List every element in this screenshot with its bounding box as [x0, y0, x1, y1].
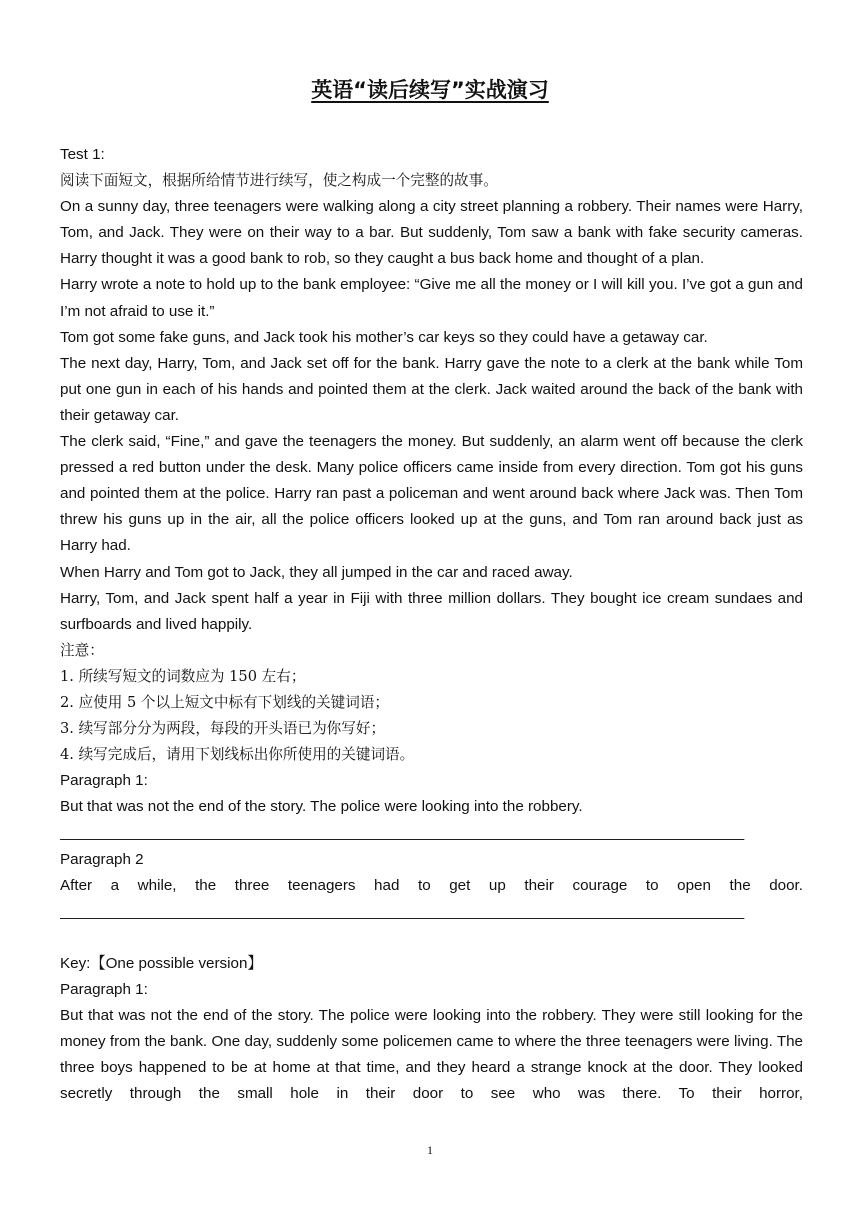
- paragraph2-label: Paragraph 2: [60, 850, 144, 868]
- test-label: Test 1:: [60, 146, 105, 163]
- document-body: [60, 142, 803, 1107]
- story-paragraph: Harry wrote a note to hold up to the bank employee: “Give me all the money or I will kill you. I’ve got a gun and I’m not afraid to use it.”: [60, 276, 803, 320]
- answer-line: _________________________________________________________________________________: [60, 824, 745, 842]
- paragraph1-start: But that was not the end of the story. The police were looking into the robbery.: [60, 798, 583, 816]
- paragraph1-label: Paragraph 1:: [60, 772, 148, 790]
- paragraph2-start: After a while, the three teenagers had to get up their courage to open the door.: [60, 876, 803, 894]
- key-paragraph1-label: Paragraph 1:: [60, 981, 148, 998]
- key-paragraph1-text: But that was not the end of the story. The police were looking into the robbery. They were still looking for the money from the bank. One day, suddenly some policemen came to where the three teenagers were living. The three boys happened to be at home at that time, and they heard a strange knock at the door. They looked secretly through the small hole in their door to see who was there. To their horror,: [60, 1007, 803, 1103]
- instruction-text: 阅读下面短文，根据所给情节进行续写，使之构成一个完整的故事。: [60, 172, 498, 190]
- page-number: 1: [427, 1143, 433, 1157]
- story-paragraph: When Harry and Tom got to Jack, they all jumped in the car and raced away.: [60, 563, 573, 581]
- note-item: 2. 应使用 5 个以上短文中标有下划线的关键词语；: [60, 693, 390, 711]
- answer-line: _________________________________________________________________________________: [60, 902, 745, 920]
- story-paragraph: Tom got some fake guns, and Jack took his mother’s car keys so they could have a getaway car.: [60, 328, 708, 346]
- page-title: 英语“读后续写”实战演习: [311, 78, 549, 102]
- note-item: 1. 所续写短文的词数应为 150 左右；: [60, 667, 306, 685]
- story-paragraph: The clerk said, “Fine,” and gave the teenagers the money. But suddenly, an alarm went off because the clerk pressed a red button under the desk. Many police officers came inside from every direction. Tom got his guns and pointed them at the police. Harry ran past a policeman and went around back where Jack was. Then Tom threw his guns up in the air, all the police officers looked up at the guns, and Tom ran around back just as Harry had.: [60, 433, 803, 555]
- notes-label: 注意：: [60, 641, 104, 659]
- story-paragraph: The next day, Harry, Tom, and Jack set off for the bank. Harry gave the note to a clerk at the bank while Tom put one gun in each of his hands and pointed them at the clerk. Jack waited around the back of the bank with their getaway car.: [60, 354, 803, 424]
- note-item: 3. 续写部分分为两段，每段的开头语已为你写好；: [60, 720, 386, 738]
- key-label: Key:【One possible version】: [60, 954, 263, 972]
- spacer: [60, 925, 803, 951]
- story-paragraph: On a sunny day, three teenagers were walking along a city street planning a robbery. Their names were Harry, Tom, and Jack. They were on their way to a bar. But suddenly, Tom saw a bank with fake security cameras. Harry thought it was a good bank to rob, so they caught a bus back home and thought of a plan.: [60, 198, 803, 268]
- story-paragraph: Harry, Tom, and Jack spent half a year in Fiji with three million dollars. They bought ice cream sundaes and surfboards and lived happily.: [60, 589, 803, 633]
- note-item: 4. 续写完成后，请用下划线标出你所使用的关键词语。: [60, 746, 415, 764]
